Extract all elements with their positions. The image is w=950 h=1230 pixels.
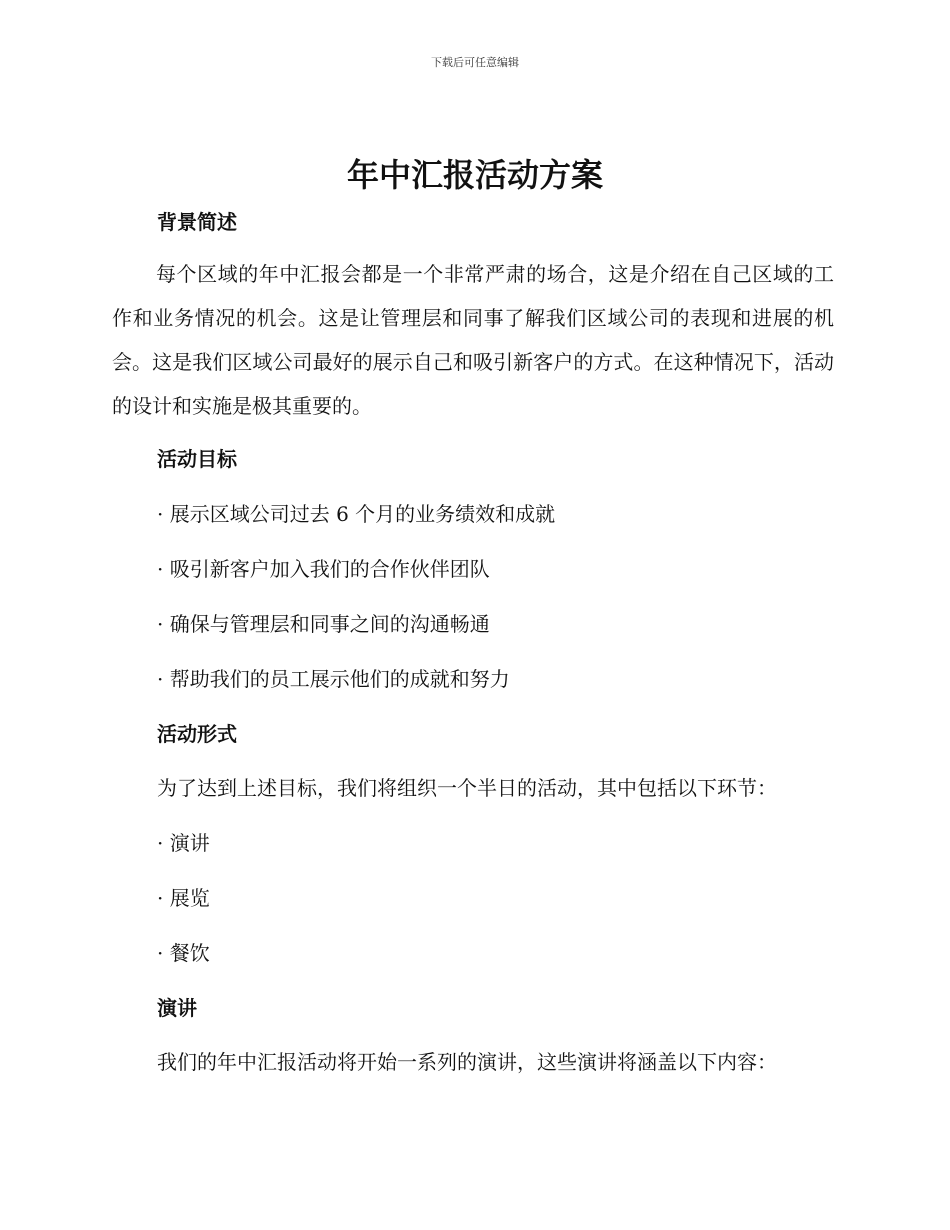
section-heading-goals: 活动目标 [157,447,237,471]
goal-item: · 帮助我们的员工展示他们的成就和努力 [157,667,510,691]
format-item: · 演讲 [157,831,210,855]
goal-item: · 确保与管理层和同事之间的沟通畅通 [157,612,490,636]
speech-intro: 我们的年中汇报活动将开始一系列的演讲，这些演讲将涵盖以下内容： [157,1050,777,1074]
section-heading-format: 活动形式 [157,722,237,746]
format-intro: 为了达到上述目标，我们将组织一个半日的活动，其中包括以下环节： [157,776,777,800]
section-heading-background: 背景简述 [157,210,237,234]
format-item: · 餐饮 [157,941,210,965]
goal-item: · 吸引新客户加入我们的合作伙伴团队 [157,557,490,581]
background-paragraph: 每个区域的年中汇报会都是一个非常严肃的场合，这是介绍在自己区域的工作和业务情况的机会。这是让管理层和同事了解我们区域公司的表现和进展的机会。这是我们区域公司最好的展示自己和吸引新客户的方式。在这种情况下，活动的设计和实施是极其重要的。 [112,262,834,418]
format-item: · 展览 [157,886,210,910]
section-heading-speech: 演讲 [157,996,197,1020]
document-title: 年中汇报活动方案 [346,156,603,194]
goal-item: · 展示区域公司过去 6 个月的业务绩效和成就 [157,502,556,526]
page-header-note: 下载后可任意编辑 [431,56,519,69]
